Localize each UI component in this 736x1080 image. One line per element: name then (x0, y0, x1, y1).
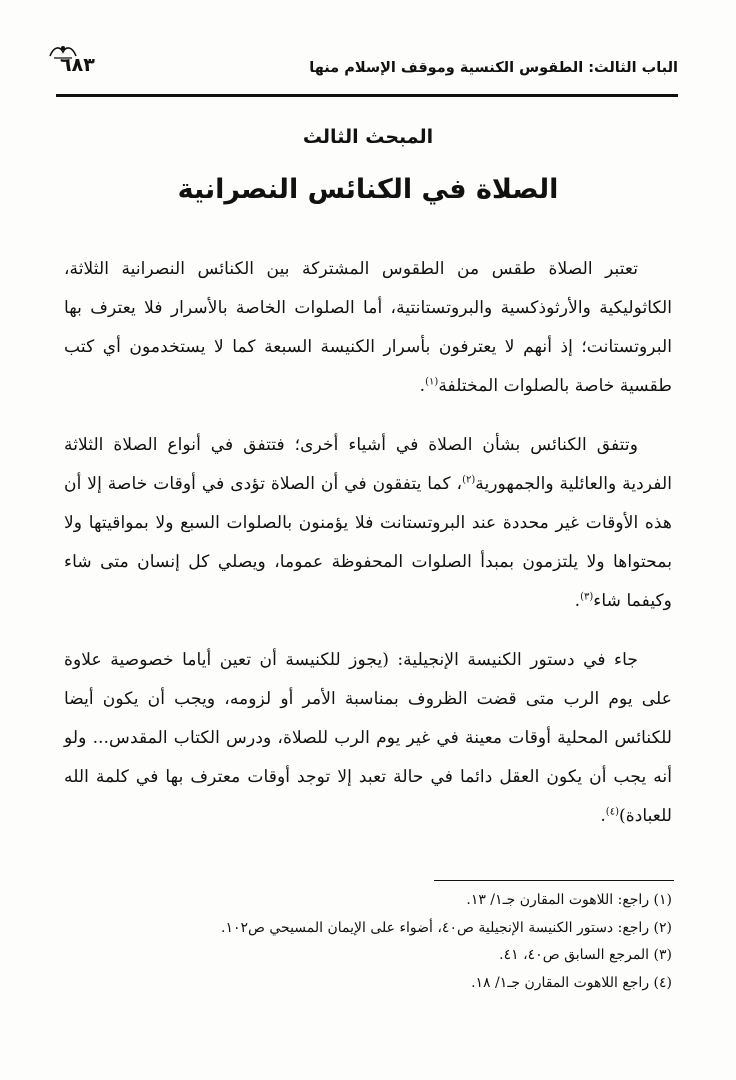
paragraph: جاء في دستور الكنيسة الإنجيلية: (يجوز للكنيسة أن تعين أياما خصوصية علاوة على يوم الرب متى قضت الظروف بمناسبة الأمر أو لزومه، ويجب أن يكون أيضا للكنائس المحلية أوقات معينة في غير يوم الرب للصلاة، ودرس الكتاب المقدس... ولو أنه يجب أن يكون العقل دائما في حالة تعبد إلا توجد أوقات معترف بها في كلمة الله للعبادة)$^{(٤)}$. (64, 650, 673, 826)
footnote-ref: (١) (425, 376, 439, 388)
footnote-divider (434, 880, 674, 881)
page-number: ٦٨٣ (60, 54, 95, 76)
main-title: الصلاة في الكنائس النصرانية (177, 174, 559, 205)
paragraph: تعتبر الصلاة طقس من الطقوس المشتركة بين الكنائس النصرانية الثلاثة، الكاثوليكية والأرثوذكسية والبروتستانتية، أما الصلوات الخاصة بالأسرار فلا يعترف بها البروتستانت؛ إذ أنهم لا يعترفون بأسرار الكنيسة السبعة كما لا يستخدمون أي كتب طقسية خاصة بالصلوات المختلفة$^{(١)}$. (64, 259, 672, 396)
footnote-ref: (٢) (462, 474, 476, 486)
body-text (64, 250, 672, 856)
footnote-ref: (٤) (605, 806, 619, 818)
footnote: (٢) راجع: دستور الكنيسة الإنجيلية ص٤٠، أضواء على الإيمان المسيحي ص١٠٢. (220, 919, 672, 936)
running-header (56, 48, 678, 97)
footnote: (٤) راجع اللاهوت المقارن جـ١/ ١٨. (471, 974, 672, 991)
paragraph: وتتفق الكنائس بشأن الصلاة في أشياء أخرى؛ فتتفق في أنواع الصلاة الثلاثة الفردية والعائلية والجمهورية$^{(٢)}$، كما يتفقون في أن الصلاة تؤدى في أوقات خاصة إلا أن هذه الأوقات غير محددة عند البروتستانت فلا يؤمنون بالصلوات السبع ولا بمواقيتها ولا بمحتواها ولا يلتزمون بمبدأ الصلوات المحفوظة عموما، ويصلي كل إنسان متى شاء وكيفما شاء$^{(٣)}$. (64, 435, 672, 611)
footnote: (٣) المرجع السابق ص٤٠، ٤١. (499, 947, 672, 963)
footnote-ref: (٣) (580, 591, 594, 603)
section-heading: المبحث الثالث (302, 126, 434, 148)
footnotes (64, 887, 672, 997)
chapter-title: الباب الثالث: الطقوس الكنسية وموقف الإسلام منها (309, 60, 678, 76)
footnote: (١) راجع: اللاهوت المقارن جـ١/ ١٣. (466, 892, 672, 908)
